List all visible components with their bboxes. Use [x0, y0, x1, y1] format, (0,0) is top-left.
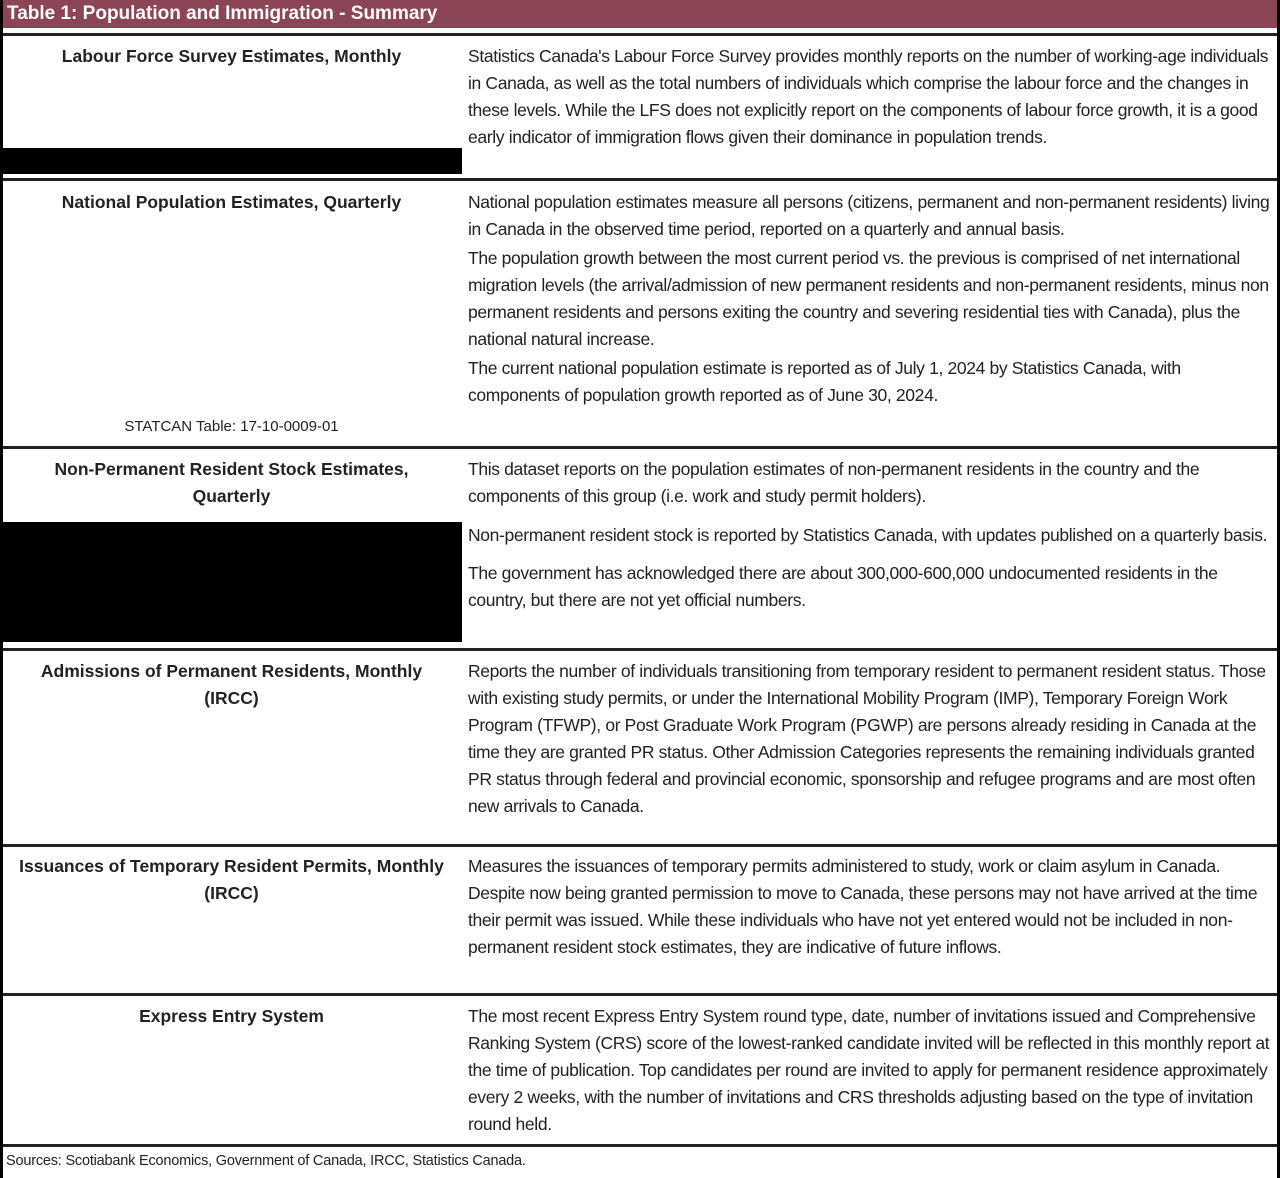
paragraph: The population growth between the most current period vs. the previous is comprised of net international migration levels (the arrival/admission of new permanent residents and non-permanent residents, minus non permanent residents and persons exiting the country and severing residential ties with Canada), plus the national natural increase.: [468, 248, 1269, 349]
document-page: [3, 0, 1277, 1178]
paragraph: Non-permanent resident stock is reported by Statistics Canada, with updates published on a quarterly basis.: [468, 525, 1268, 545]
redaction-block: [0, 522, 462, 642]
divider: [3, 178, 1277, 181]
paragraph: Reports the number of individuals transitioning from temporary resident to permanent resident status. Those with existing study permits, or under the International Mobility Program (IMP), Temporary Foreign Work Program (TFWP), or Post Graduate Work Program (PGWP) are persons already residing in Canada at the time they are granted PR status. Other Admission Categories represents the remaining individuals granted PR status through federal and provincial economic, sponsorship and refugee programs and are most often new arrivals to Canada.: [468, 661, 1266, 816]
row-description-lfs: [468, 43, 1273, 151]
statcan-table-note: STATCAN Table: 17-10-0009-01: [124, 418, 339, 435]
row-label-npr-stock: Non-Permanent Resident Stock Estimates, Quarterly: [54, 459, 409, 506]
divider: [3, 33, 1277, 36]
divider: [3, 1144, 1277, 1147]
paragraph: Statistics Canada's Labour Force Survey provides monthly reports on the number of working-age individuals in Canada, as well as the total numbers of individuals which comprise the labour force and the changes in these levels. While the LFS does not explicitly report on the components of labour force growth, it is a good early indicator of immigration flows given their dominance in population trends.: [468, 46, 1269, 147]
row-label-pr-admissions: Admissions of Permanent Residents, Monthly (IRCC): [40, 661, 423, 708]
divider: [3, 993, 1277, 996]
row-label-temp-permits: Issuances of Temporary Resident Permits, Monthly (IRCC): [19, 856, 444, 903]
row-description-pr-admissions: [468, 658, 1273, 820]
paragraph: The most recent Express Entry System round type, date, number of invitations issued and Comprehensive Ranking System (CRS) score of the lowest-ranked candidate invited will be reflected in this monthly report at the time of publication. Top candidates per round are invited to apply for permanent residence approximately every 2 weeks, with the number of invitations and CRS thresholds adjusting based on the type of invitation round held.: [468, 1006, 1270, 1134]
divider: [3, 446, 1277, 449]
paragraph: National population estimates measure all persons (citizens, permanent and non-permanent residents) living in Canada in the observed time period, reported on a quarterly and annual basis.: [468, 192, 1270, 239]
sources-note: Sources: Scotiabank Economics, Government of Canada, IRCC, Statistics Canada.: [6, 1153, 526, 1169]
redaction-block: [0, 148, 462, 174]
paragraph: The current national population estimate is reported as of July 1, 2024 by Statistics Canada, with components of population growth reported as of June 30, 2024.: [468, 358, 1181, 405]
row-description-npr-stock: [468, 456, 1273, 614]
divider: [3, 844, 1277, 847]
row-label-lfs: Labour Force Survey Estimates, Monthly: [61, 46, 402, 66]
row-description-temp-permits: [468, 853, 1273, 961]
divider: [3, 648, 1277, 651]
row-description-express-entry: [468, 1003, 1273, 1138]
paragraph: Measures the issuances of temporary permits administered to study, work or claim asylum in Canada. Despite now being granted permission to move to Canada, these persons may not have arrived at the time their permit was issued. While these individuals who have not yet entered would not be included in non-permanent resident stock estimates, they are indicative of future inflows.: [468, 856, 1258, 957]
paragraph: The government has acknowledged there are about 300,000-600,000 undocumented residents in the country, but there are not yet official numbers.: [468, 563, 1218, 610]
row-description-national-population: [468, 189, 1273, 409]
row-label-national-population: National Population Estimates, Quarterly: [61, 192, 402, 212]
paragraph: This dataset reports on the population estimates of non-permanent residents in the country and the components of this group (i.e. work and study permit holders).: [468, 459, 1200, 506]
row-label-express-entry: Express Entry System: [139, 1006, 324, 1026]
table-title: Table 1: Population and Immigration - Summary: [3, 0, 1277, 28]
